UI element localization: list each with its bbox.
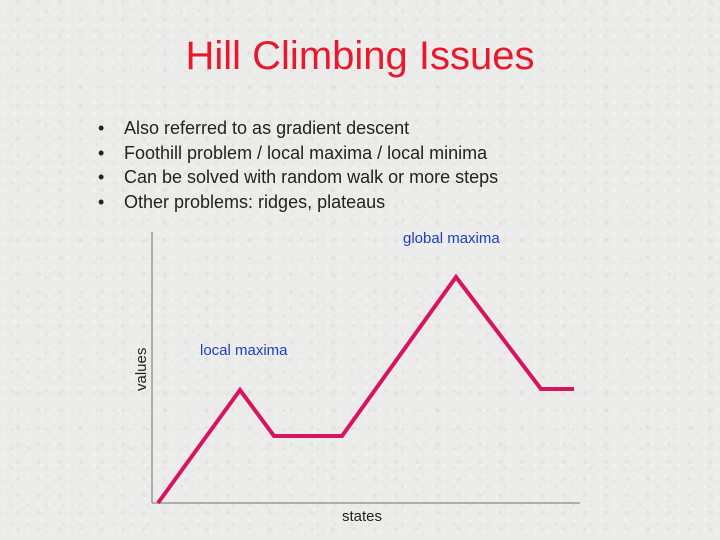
y-axis-label: values	[133, 347, 150, 391]
bullet-dot-icon: •	[98, 118, 105, 138]
slide-title: Hill Climbing Issues	[185, 34, 535, 78]
x-axis-label: states	[342, 508, 383, 525]
global-maxima-label: global maxima	[403, 230, 500, 247]
bullet-dot-icon: •	[98, 167, 105, 187]
bullet-dot-icon: •	[98, 142, 105, 163]
bullet-text: Other problems: ridges, plateaus	[124, 191, 386, 212]
state-value-curve	[158, 277, 574, 503]
bullet-text: Foothill problem / local maxima / local minima	[124, 142, 488, 163]
bullet-text: Also referred to as gradient descent	[124, 118, 410, 138]
bullet-dot-icon: •	[98, 191, 105, 212]
local-maxima-label: local maxima	[200, 342, 288, 359]
bullet-text: Can be solved with random walk or more steps	[124, 167, 499, 187]
